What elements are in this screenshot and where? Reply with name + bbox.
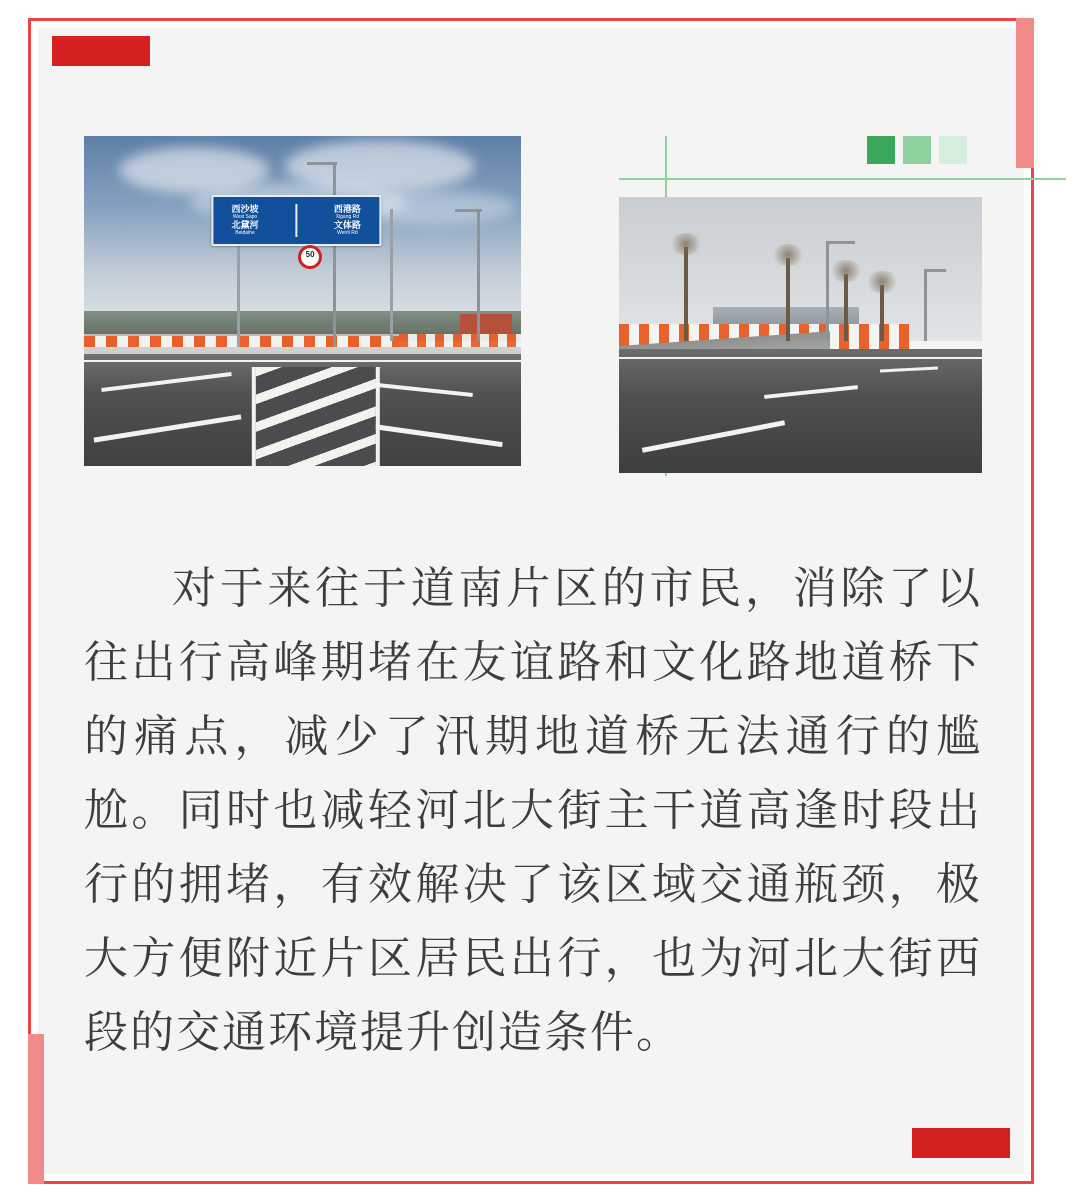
photo-road-junction [84, 136, 521, 466]
street-lamp-arm [455, 209, 481, 212]
street-lamp-pole [333, 162, 336, 347]
sign-left-bottom-romanized: Beidaihe [235, 229, 255, 236]
edge-accent-left [28, 1034, 44, 1184]
photo-new-road [619, 197, 982, 473]
sign-right-bottom-label: 文体路 [333, 220, 361, 231]
sign-right-top-label: 西港路 [333, 204, 361, 215]
decorative-square-2 [903, 136, 931, 164]
photo-scene-right [619, 197, 982, 473]
lane-marking-edge [619, 357, 982, 359]
decorative-square-1 [867, 136, 895, 164]
road-chevron-island [251, 367, 379, 466]
street-lamp-pole [826, 241, 829, 340]
street-lamp-arm [826, 241, 855, 244]
photo-gallery [84, 136, 982, 476]
sign-left-top-label: 西沙坡 [231, 204, 259, 215]
sign-left-bottom-label: 北黛河 [231, 220, 259, 231]
street-tree [684, 247, 688, 341]
street-lamp-arm [307, 162, 338, 165]
sign-left-top-romanized: West Sapo [232, 213, 258, 220]
sign-right-bottom-romanized: Wenti Rd [337, 229, 358, 236]
speed-limit-sign: 50 [298, 245, 322, 269]
street-tree [880, 285, 884, 340]
edge-accent-right [1016, 18, 1034, 168]
lane-marking-edge [84, 360, 521, 362]
street-tree [844, 274, 848, 340]
corner-accent-top-left [52, 36, 150, 66]
street-lamp-pole [477, 209, 480, 341]
sign-right-top-romanized: Xigang Rd [335, 213, 360, 220]
sign-support-pole [390, 209, 393, 341]
street-lamp-arm [924, 269, 946, 272]
overhead-direction-sign [211, 195, 381, 245]
street-tree [786, 258, 790, 341]
sign-divider [295, 204, 297, 236]
sign-right-destination [334, 204, 361, 236]
decorative-horizontal-line [619, 178, 1066, 180]
sign-left-destination [232, 204, 259, 236]
decorative-square-3 [939, 136, 967, 164]
corner-accent-bottom-right [912, 1128, 1010, 1158]
photo-scene-left [84, 136, 521, 466]
decorative-square-group [867, 136, 967, 164]
article-paragraph: 对于来往于道南片区的市民，消除了以往出行高峰期堵在友谊路和文化路地道桥下的痛点，减少了汛期地道桥无法通行的尴尬。同时也减轻河北大街主干道高逢时段出行的拥堵，有效解决了该区域交通瓶颈，极大方便附近片区居民出行，也为河北大街西段的交通环境提升创造条件。 [84, 564, 982, 1057]
street-lamp-pole [924, 269, 927, 341]
